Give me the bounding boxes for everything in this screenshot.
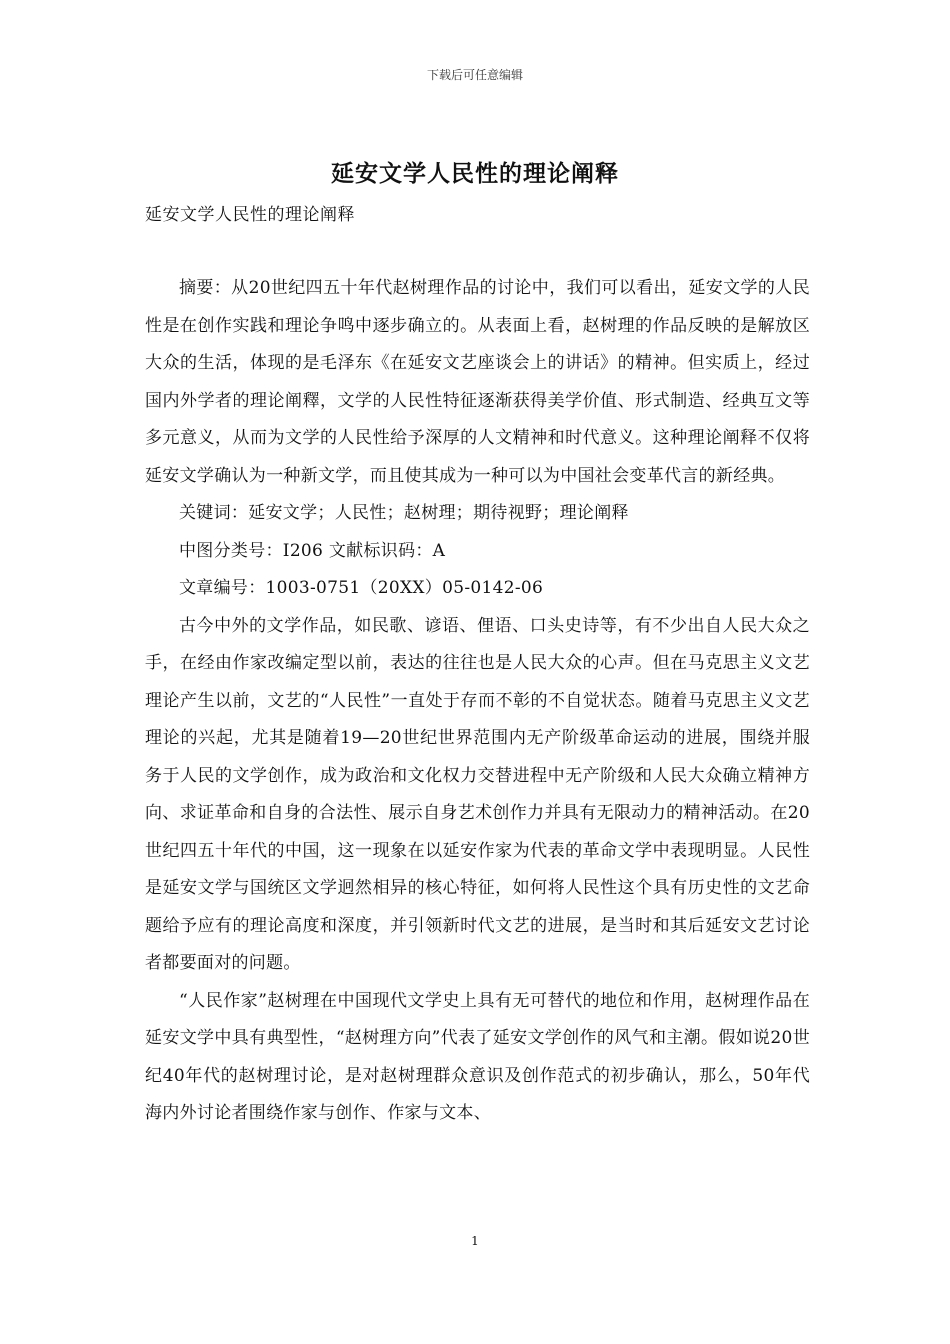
document-title: 延安文学人民性的理论阐释 bbox=[331, 160, 619, 187]
body-paragraph-2: “人民作家”赵树理在中国现代文学史上具有无可替代的地位和作用，赵树理作品在延安文学中具有典型性，“赵树理方向”代表了延安文学创作的风气和主潮。假如说20世纪40年代的赵树理讨论，是对赵树理群众意识及创作范式的初步确认，那么，50年代海内外讨论者围绕作家与创作、作家与文本、 bbox=[145, 990, 810, 1123]
body-paragraph-1: 古今中外的文学作品，如民歌、谚语、俚语、口头史诗等，有不少出自人民大众之手，在经由作家改编定型以前，表达的往往也是人民大众的心声。但在马克思主义文艺理论产生以前，文艺的“人民性”一直处于存而不彰的不自觉状态。随着马克思主义文艺理论的兴起，尤其是随着19—20世纪世界范围内无产阶级革命运动的进展，围绕并服务于人民的文学创作，成为政治和文化权力交替进程中无产阶级和人民大众确立精神方向、求证革命和自身的合法性、展示自身艺术创作力并具有无限动力的精神活动。在20世纪四五十年代的中国，这一现象在以延安作家为代表的革命文学中表现明显。人民性是延安文学与国统区文学迥然相异的核心特征，如何将人民性这个具有历史性的文艺命题给予应有的理论高度和深度，并引领新时代文艺的进展，是当时和其后延安文艺讨论者都要面对的问题。 bbox=[145, 615, 810, 973]
header-note: 下载后可任意编辑 bbox=[426, 68, 523, 82]
classification-line: 中图分类号：I206 文献标识码：A bbox=[179, 540, 446, 561]
abstract-paragraph: 摘要：从20世纪四五十年代赵树理作品的讨论中，我们可以看出，延安文学的人民性是在创作实践和理论争鸣中逐步确立的。从表面上看，赵树理的作品反映的是解放区大众的生活，体现的是毛泽东《在延安文艺座谈会上的讲话》的精神。但实质上，经过国内外学者的理论阐釋，文学的人民性特征逐渐获得美学价值、形式制造、经典互文等多元意义，从而为文学的人民性给予深厚的人文精神和时代意义。这种理论阐释不仅将延安文学确认为一种新文学，而且使其成为一种可以为中国社会变革代言的新经典。 bbox=[145, 278, 810, 486]
page-number: 1 bbox=[471, 1234, 479, 1248]
keywords-line: 关键词：延安文学；人民性；赵树理；期待视野；理论阐释 bbox=[179, 503, 629, 523]
document-subtitle: 延安文学人民性的理论阐释 bbox=[145, 205, 355, 225]
document-body bbox=[145, 270, 810, 1133]
article-number-line: 文章编号：1003-0751（20XX）05-0142-06 bbox=[179, 578, 544, 598]
